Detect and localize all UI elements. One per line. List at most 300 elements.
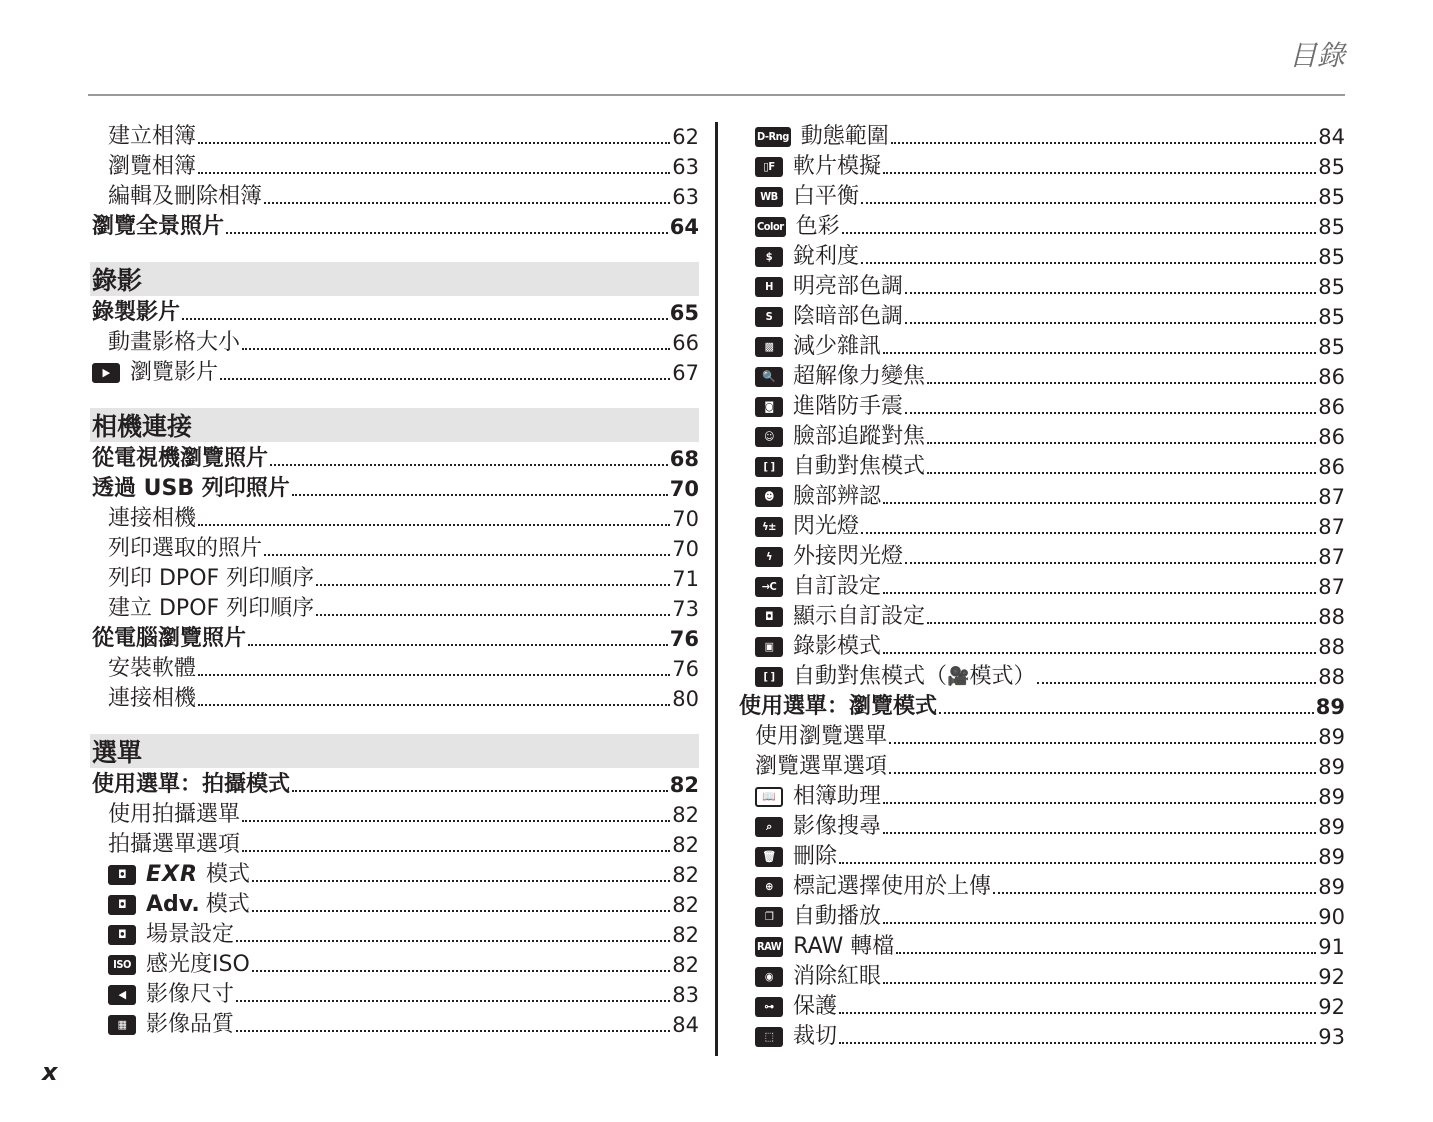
af-mode-icon: [ ] bbox=[755, 457, 783, 477]
toc-entry-label: 連接相機 bbox=[108, 506, 197, 531]
toc-entry[interactable] bbox=[739, 512, 1345, 542]
toc-entry-page: 76 bbox=[672, 657, 699, 681]
toc-entry-label-group bbox=[108, 534, 262, 564]
toc-entry-page: 85 bbox=[1318, 215, 1345, 239]
toc-entry-label: 感光度ISO bbox=[146, 952, 250, 977]
dot-leader bbox=[236, 1030, 670, 1032]
toc-entry-page: 67 bbox=[672, 361, 699, 385]
toc-entry-label-group bbox=[108, 830, 240, 860]
toc-entry[interactable] bbox=[92, 212, 699, 242]
toc-entry[interactable] bbox=[739, 152, 1345, 182]
dot-leader bbox=[842, 232, 1317, 234]
toc-entry-label: 明亮部色調 bbox=[793, 274, 904, 299]
toc-entry-page: 87 bbox=[1318, 575, 1345, 599]
toc-entry-label: 使用選單：瀏覽模式 bbox=[739, 694, 938, 719]
toc-entry-page: 83 bbox=[672, 983, 699, 1007]
toc-entry-page: 73 bbox=[672, 597, 699, 621]
toc-entry-label-group bbox=[108, 328, 240, 358]
af-mode-icon: [ ] bbox=[755, 667, 783, 687]
highlight-tone-icon: H bbox=[755, 277, 783, 297]
toc-entry-page: 85 bbox=[1318, 305, 1345, 329]
dot-leader bbox=[270, 464, 668, 466]
toc-entry-label: 使用拍攝選單 bbox=[108, 802, 241, 827]
toc-entry-page: 63 bbox=[672, 155, 699, 179]
mode-prefix: Adv. bbox=[146, 892, 200, 917]
dot-leader bbox=[839, 862, 1316, 864]
dot-leader bbox=[198, 704, 670, 706]
dot-leader bbox=[248, 644, 668, 646]
column-divider bbox=[715, 122, 718, 1056]
section-heading: 相機連接 bbox=[90, 408, 699, 442]
toc-entry-label: 色彩 bbox=[795, 214, 840, 239]
face-detection-icon: ☺ bbox=[755, 427, 783, 447]
dot-leader bbox=[883, 652, 1316, 654]
toc-entry[interactable] bbox=[739, 422, 1345, 452]
toc-entry[interactable] bbox=[92, 564, 699, 594]
toc-entry-label-group bbox=[92, 770, 290, 800]
toc-entry[interactable] bbox=[739, 722, 1345, 752]
dot-leader bbox=[889, 772, 1316, 774]
toc-entry-label-group bbox=[108, 980, 234, 1010]
toc-entry-page: 89 bbox=[1318, 845, 1345, 869]
dot-leader bbox=[242, 348, 670, 350]
toc-entry-label-group bbox=[755, 362, 925, 392]
toc-entry-label: 自動對焦模式 bbox=[793, 454, 926, 479]
toc-entry-page: 82 bbox=[672, 803, 699, 827]
toc-entry-label: 裁切 bbox=[793, 1024, 838, 1049]
flash-icon: ϟ± bbox=[755, 517, 783, 537]
toc-entry-label-group bbox=[108, 950, 250, 980]
toc-entry-page: 86 bbox=[1318, 395, 1345, 419]
toc-entry-label: 使用瀏覽選單 bbox=[755, 724, 888, 749]
toc-entry-label: 陰暗部色調 bbox=[793, 304, 904, 329]
toc-entry-label-group bbox=[755, 572, 881, 602]
toc-entry-label-group bbox=[92, 212, 224, 242]
toc-entry-label: 刪除 bbox=[793, 844, 838, 869]
toc-entry-label: 模式 bbox=[205, 892, 250, 917]
toc-entry-label-suffix: 模式） bbox=[969, 664, 1036, 689]
dot-leader bbox=[896, 952, 1316, 954]
toc-entry[interactable] bbox=[92, 830, 699, 860]
dot-leader bbox=[236, 940, 670, 942]
toc-entry[interactable] bbox=[739, 482, 1345, 512]
dot-leader bbox=[242, 850, 670, 852]
toc-entry-label: 保護 bbox=[793, 994, 838, 1019]
crop-icon: ⬚ bbox=[755, 1027, 783, 1047]
toc-entry-label-group bbox=[108, 654, 196, 684]
delete-icon: 🗑 bbox=[755, 847, 783, 867]
toc-entry-label: 外接閃光燈 bbox=[793, 544, 904, 569]
toc-entry-page: 88 bbox=[1318, 665, 1345, 689]
dot-leader bbox=[905, 412, 1316, 414]
dot-leader bbox=[182, 318, 668, 320]
toc-entry-label: 減少雜訊 bbox=[793, 334, 882, 359]
dot-leader bbox=[883, 592, 1316, 594]
toc-entry-page: 85 bbox=[1318, 245, 1345, 269]
toc-entry-page: 82 bbox=[672, 893, 699, 917]
toc-entry[interactable] bbox=[92, 298, 699, 328]
toc-entry-label-group bbox=[755, 782, 881, 812]
toc-entry-page: 91 bbox=[1318, 935, 1345, 959]
toc-entry-page: 62 bbox=[672, 125, 699, 149]
toc-entry-label-group bbox=[755, 212, 840, 242]
dot-leader bbox=[883, 172, 1316, 174]
dot-leader bbox=[252, 880, 670, 882]
dot-leader bbox=[292, 494, 668, 496]
dot-leader bbox=[889, 742, 1316, 744]
toc-entry-label: 瀏覽相簿 bbox=[108, 154, 197, 179]
dot-leader bbox=[927, 382, 1316, 384]
toc-entry[interactable] bbox=[739, 782, 1345, 812]
section-heading: 錄影 bbox=[90, 262, 699, 296]
toc-entry[interactable] bbox=[92, 328, 699, 358]
stabilization-icon: ◙ bbox=[755, 397, 783, 417]
toc-entry-label-group bbox=[755, 392, 903, 422]
toc-entry[interactable] bbox=[92, 534, 699, 564]
toc-entry-page: 85 bbox=[1318, 335, 1345, 359]
display-custom-icon: ◘ bbox=[755, 607, 783, 627]
toc-entry-label-group bbox=[92, 358, 218, 388]
toc-entry-page: 84 bbox=[672, 1013, 699, 1037]
playback-icon: ▶ bbox=[92, 363, 120, 383]
camera-icon: ◘ bbox=[108, 865, 136, 885]
toc-entry-page: 92 bbox=[1318, 995, 1345, 1019]
toc-entry-page: 87 bbox=[1318, 545, 1345, 569]
toc-entry-label: 安裝軟體 bbox=[108, 656, 197, 681]
toc-entry-page: 70 bbox=[669, 477, 699, 501]
toc-entry-label-group bbox=[755, 242, 859, 272]
toc-entry-label-group bbox=[108, 152, 196, 182]
toc-entry-page: 85 bbox=[1318, 275, 1345, 299]
toc-entry-label-group bbox=[755, 122, 889, 152]
custom-setting-icon: →C bbox=[755, 577, 783, 597]
dot-leader bbox=[226, 232, 668, 234]
film-simulation-icon: ▯F bbox=[755, 157, 783, 177]
toc-entry-label-group bbox=[92, 298, 180, 328]
toc-entry-label-group bbox=[92, 444, 268, 474]
toc-entry-page: 82 bbox=[672, 953, 699, 977]
toc-entry-label-group bbox=[108, 564, 314, 594]
toc-entry-page: 87 bbox=[1318, 485, 1345, 509]
dot-leader bbox=[861, 532, 1316, 534]
toc-entry[interactable] bbox=[739, 332, 1345, 362]
toc-entry-label: 瀏覽影片 bbox=[130, 360, 219, 385]
dot-leader bbox=[861, 202, 1316, 204]
toc-entry[interactable] bbox=[739, 122, 1345, 152]
toc-entry-page: 70 bbox=[672, 507, 699, 531]
toc-entry-label-group bbox=[755, 932, 894, 962]
toc-entry[interactable] bbox=[739, 572, 1345, 602]
dot-leader bbox=[883, 352, 1316, 354]
toc-entry[interactable] bbox=[92, 770, 699, 800]
toc-entry-label-group bbox=[108, 860, 250, 890]
dot-leader bbox=[264, 554, 670, 556]
toc-entry-label: 列印選取的照片 bbox=[108, 536, 263, 561]
toc-entry-label: 相簿助理 bbox=[793, 784, 882, 809]
toc-entry-label: 拍攝選單選項 bbox=[108, 832, 241, 857]
dynamic-range-icon: D-Rng bbox=[755, 127, 791, 147]
toc-entry[interactable] bbox=[92, 504, 699, 534]
toc-entry[interactable] bbox=[92, 654, 699, 684]
white-balance-icon: WB bbox=[755, 187, 783, 207]
toc-entry[interactable] bbox=[739, 602, 1345, 632]
toc-entry-label: 白平衡 bbox=[793, 184, 860, 209]
toc-entry-page: 64 bbox=[669, 215, 699, 239]
toc-entry-label: 超解像力變焦 bbox=[793, 364, 926, 389]
dot-leader bbox=[861, 262, 1316, 264]
toc-entry-label-group bbox=[755, 272, 903, 302]
toc-entry-page: 63 bbox=[672, 185, 699, 209]
camera-icon: ◘ bbox=[108, 895, 136, 915]
toc-entry-label-group bbox=[108, 504, 196, 534]
toc-entry-label: 標記選擇使用於上傳 bbox=[793, 874, 992, 899]
toc-entry[interactable] bbox=[739, 242, 1345, 272]
dot-leader bbox=[242, 820, 670, 822]
toc-entry[interactable] bbox=[739, 542, 1345, 572]
toc-entry-label: 從電腦瀏覽照片 bbox=[92, 626, 247, 651]
image-search-icon: ⌕ bbox=[755, 817, 783, 837]
external-flash-icon: ϟ bbox=[755, 547, 783, 567]
toc-entry-page: 76 bbox=[669, 627, 699, 651]
toc-entry-label-group bbox=[108, 182, 262, 212]
dot-leader bbox=[905, 322, 1316, 324]
toc-entry-label-group bbox=[755, 302, 903, 332]
dot-leader bbox=[993, 892, 1316, 894]
slideshow-icon: ❐ bbox=[755, 907, 783, 927]
dot-leader bbox=[883, 982, 1316, 984]
toc-entry-page: 85 bbox=[1318, 185, 1345, 209]
toc-left-column bbox=[92, 122, 699, 1040]
album-icon: 📖 bbox=[755, 787, 783, 807]
toc-entry-label: 軟片模擬 bbox=[793, 154, 882, 179]
toc-entry-page: 82 bbox=[669, 773, 699, 797]
upload-icon: ⊕ bbox=[755, 877, 783, 897]
zoom-icon: 🔍 bbox=[755, 367, 783, 387]
toc-entry-label-group bbox=[108, 920, 234, 950]
toc-entry[interactable] bbox=[739, 692, 1345, 722]
toc-entry-label: 進階防手震 bbox=[793, 394, 904, 419]
toc-entry-label: 透過 USB 列印照片 bbox=[92, 476, 290, 501]
toc-entry-label-group bbox=[755, 632, 881, 662]
toc-entry-label-group bbox=[108, 1010, 234, 1040]
toc-entry[interactable] bbox=[739, 1022, 1345, 1052]
toc-entry-page: 93 bbox=[1318, 1025, 1345, 1049]
toc-entry-label-group bbox=[755, 1022, 837, 1052]
toc-entry[interactable] bbox=[92, 684, 699, 714]
dot-leader bbox=[905, 292, 1316, 294]
dot-leader bbox=[839, 1042, 1316, 1044]
toc-entry-page: 89 bbox=[1318, 755, 1345, 779]
toc-entry-label: RAW 轉檔 bbox=[793, 934, 895, 959]
toc-entry[interactable] bbox=[92, 1010, 699, 1040]
toc-entry-page: 85 bbox=[1318, 155, 1345, 179]
dot-leader bbox=[839, 1012, 1316, 1014]
toc-entry-page: 82 bbox=[672, 923, 699, 947]
toc-entry-label-group bbox=[755, 542, 903, 572]
toc-entry-page: 92 bbox=[1318, 965, 1345, 989]
toc-entry-label-group bbox=[108, 594, 314, 624]
toc-entry[interactable] bbox=[739, 902, 1345, 932]
toc-entry[interactable] bbox=[92, 860, 699, 890]
dot-leader bbox=[891, 142, 1316, 144]
toc-right-column bbox=[739, 122, 1345, 1052]
toc-entry-page: 70 bbox=[672, 537, 699, 561]
toc-entry[interactable] bbox=[739, 872, 1345, 902]
toc-entry[interactable] bbox=[92, 890, 699, 920]
toc-entry-label: 顯示自訂設定 bbox=[793, 604, 926, 629]
toc-entry[interactable] bbox=[92, 920, 699, 950]
dot-leader bbox=[927, 442, 1316, 444]
toc-entry-label-group bbox=[739, 692, 937, 722]
toc-entry-label-group bbox=[755, 902, 881, 932]
movie-mode-icon: ▣ bbox=[755, 637, 783, 657]
toc-entry-label: 從電視機瀏覽照片 bbox=[92, 446, 269, 471]
toc-entry-page: 86 bbox=[1318, 455, 1345, 479]
toc-entry[interactable] bbox=[92, 358, 699, 388]
toc-entry-label: 自動對焦模式（ bbox=[793, 664, 948, 689]
toc-entry[interactable] bbox=[739, 302, 1345, 332]
toc-entry[interactable] bbox=[92, 474, 699, 504]
shadow-tone-icon: S bbox=[755, 307, 783, 327]
toc-entry-label-group bbox=[755, 722, 887, 752]
protect-icon: ⊶ bbox=[755, 997, 783, 1017]
noise-reduction-icon: ▩ bbox=[755, 337, 783, 357]
toc-entry-page: 89 bbox=[1318, 725, 1345, 749]
dot-leader bbox=[316, 584, 670, 586]
toc-entry-page: 86 bbox=[1318, 365, 1345, 389]
toc-entry[interactable] bbox=[739, 452, 1345, 482]
toc-entry-page: 89 bbox=[1315, 695, 1345, 719]
toc-entry-label: 編輯及刪除相簿 bbox=[108, 184, 263, 209]
toc-entry-label-group bbox=[755, 962, 881, 992]
dot-leader bbox=[1037, 682, 1316, 684]
toc-entry-page: 82 bbox=[672, 833, 699, 857]
image-size-icon: ◀ bbox=[108, 985, 136, 1005]
toc-entry[interactable] bbox=[92, 152, 699, 182]
toc-entry-label-group bbox=[755, 992, 837, 1022]
dot-leader bbox=[883, 832, 1316, 834]
toc-entry[interactable] bbox=[739, 812, 1345, 842]
toc-entry-label: 建立相簿 bbox=[108, 124, 197, 149]
toc-entry-label: 臉部追蹤對焦 bbox=[793, 424, 926, 449]
toc-entry-label: 瀏覽選單選項 bbox=[755, 754, 888, 779]
toc-entry-label: 模式 bbox=[205, 862, 250, 887]
toc-entry-label-group bbox=[755, 752, 887, 782]
toc-entry-label-group bbox=[108, 684, 196, 714]
face-recognition-icon: ☻ bbox=[755, 487, 783, 507]
dot-leader bbox=[220, 378, 670, 380]
toc-entry[interactable] bbox=[92, 950, 699, 980]
page-header-title: 目錄 bbox=[1288, 39, 1345, 72]
toc-entry[interactable] bbox=[92, 182, 699, 212]
toc-entry-label: 錄影模式 bbox=[793, 634, 882, 659]
toc-entry-label-group bbox=[755, 872, 991, 902]
dot-leader bbox=[198, 524, 670, 526]
toc-entry[interactable] bbox=[92, 444, 699, 474]
dot-leader bbox=[264, 202, 670, 204]
toc-entry-page: 82 bbox=[672, 863, 699, 887]
toc-entry[interactable] bbox=[739, 962, 1345, 992]
toc-entry-page: 80 bbox=[672, 687, 699, 711]
toc-entry[interactable] bbox=[92, 800, 699, 830]
toc-entry-page: 87 bbox=[1318, 515, 1345, 539]
toc-entry[interactable] bbox=[739, 272, 1345, 302]
toc-entry-label-group bbox=[755, 452, 925, 482]
toc-entry-label-group bbox=[92, 624, 246, 654]
toc-entry-page: 66 bbox=[672, 331, 699, 355]
header-divider bbox=[88, 94, 1345, 96]
dot-leader bbox=[252, 970, 670, 972]
toc-entry[interactable] bbox=[739, 392, 1345, 422]
toc-entry[interactable] bbox=[92, 624, 699, 654]
toc-entry-page: 89 bbox=[1318, 875, 1345, 899]
toc-entry-page: 89 bbox=[1318, 785, 1345, 809]
toc-entry[interactable] bbox=[739, 842, 1345, 872]
toc-entry[interactable] bbox=[92, 594, 699, 624]
red-eye-icon: ◉ bbox=[755, 967, 783, 987]
dot-leader bbox=[198, 674, 670, 676]
toc-entry[interactable] bbox=[739, 752, 1345, 782]
toc-entry-page: 68 bbox=[669, 447, 699, 471]
toc-entry-label: 影像尺寸 bbox=[146, 982, 235, 1007]
sharpness-icon: $ bbox=[755, 247, 783, 267]
toc-entry[interactable] bbox=[739, 632, 1345, 662]
toc-entry-label: 自動播放 bbox=[793, 904, 882, 929]
toc-entry-label-group bbox=[108, 800, 240, 830]
toc-entry-label: 場景設定 bbox=[146, 922, 235, 947]
toc-entry-label: 列印 DPOF 列印順序 bbox=[108, 566, 315, 591]
toc-entry-label: 閃光燈 bbox=[793, 514, 860, 539]
toc-entry[interactable] bbox=[739, 662, 1345, 692]
page-number: x bbox=[42, 1058, 58, 1086]
toc-entry-label-group bbox=[755, 812, 881, 842]
toc-entry-label-group bbox=[755, 182, 859, 212]
toc-entry-label-group bbox=[92, 474, 290, 504]
dot-leader bbox=[883, 502, 1316, 504]
toc-entry[interactable] bbox=[92, 122, 699, 152]
toc-entry[interactable] bbox=[739, 362, 1345, 392]
toc-entry-label: 動態範圍 bbox=[800, 124, 889, 149]
toc-entry-label: 臉部辨認 bbox=[793, 484, 882, 509]
toc-entry[interactable] bbox=[739, 182, 1345, 212]
iso-icon: ISO bbox=[108, 955, 136, 975]
image-quality-icon: ▦ bbox=[108, 1015, 136, 1035]
toc-entry-label: 自訂設定 bbox=[793, 574, 882, 599]
toc-entry-label: 銳利度 bbox=[793, 244, 860, 269]
toc-entry-label: 連接相機 bbox=[108, 686, 197, 711]
toc-entry-label-group bbox=[755, 602, 925, 632]
dot-leader bbox=[927, 622, 1316, 624]
toc-entry[interactable] bbox=[739, 992, 1345, 1022]
dot-leader bbox=[252, 910, 671, 912]
camera-icon: ◘ bbox=[108, 925, 136, 945]
toc-entry-label: 錄製影片 bbox=[92, 300, 181, 325]
mode-prefix: EXR bbox=[146, 862, 198, 887]
toc-entry[interactable] bbox=[739, 212, 1345, 242]
toc-entry-label: 建立 DPOF 列印順序 bbox=[108, 596, 315, 621]
dot-leader bbox=[292, 790, 668, 792]
toc-entry[interactable] bbox=[739, 932, 1345, 962]
toc-entry[interactable] bbox=[92, 980, 699, 1010]
toc-entry-page: 88 bbox=[1318, 635, 1345, 659]
toc-entry-page: 65 bbox=[669, 301, 699, 325]
toc-entry-label: 瀏覽全景照片 bbox=[92, 214, 225, 239]
toc-entry-label-group bbox=[755, 512, 859, 542]
toc-entry-page: 71 bbox=[672, 567, 699, 591]
toc-entry-page: 90 bbox=[1318, 905, 1345, 929]
color-icon: Color bbox=[755, 217, 786, 237]
dot-leader bbox=[883, 802, 1316, 804]
